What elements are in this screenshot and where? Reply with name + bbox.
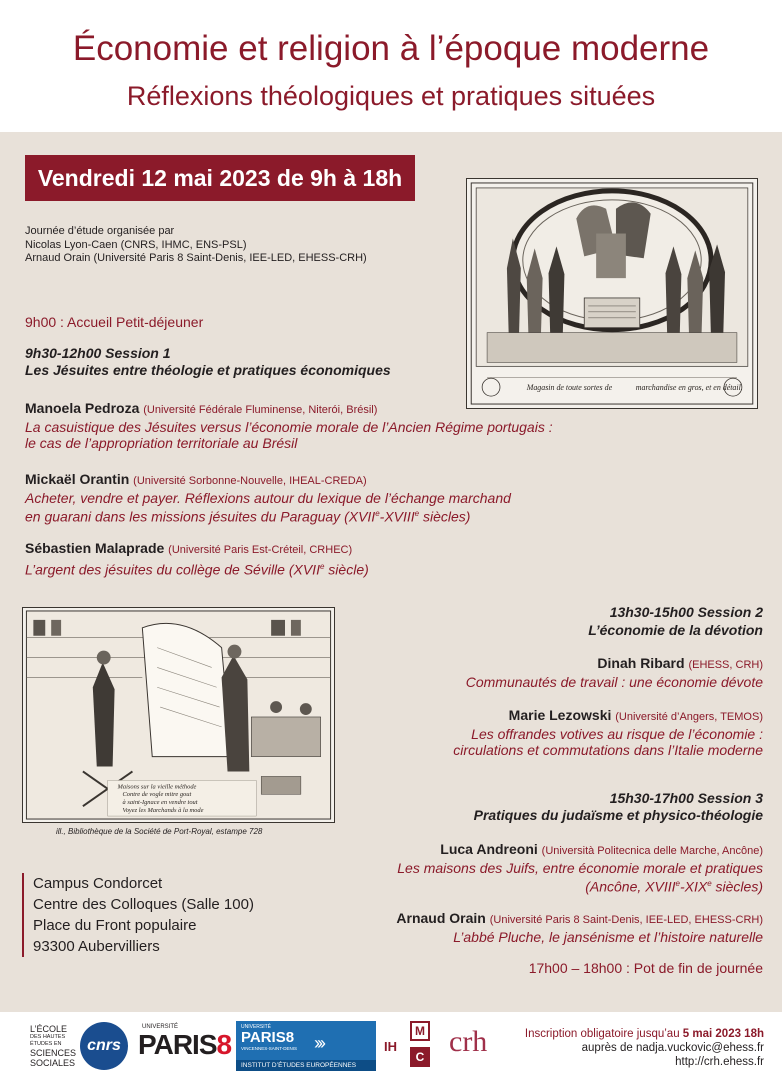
talk-title-part: siècles) [419,508,471,525]
ihmc-logo [384,1021,440,1071]
session3-title: Pratiques du judaïsme et physico-théologie [473,807,763,823]
paris8-small: UNIVERSITÉ [142,1024,179,1030]
iee-bottom-text: INSTITUT D’ÉTUDES EUROPÉENNES [236,1060,376,1071]
talk-title-line1: Acheter, vendre et payer. Réflexions autour du lexique de l’échange marchand [25,489,511,506]
superscript: e [707,879,712,888]
website-link[interactable]: http://crh.ehess.fr [675,1056,764,1068]
organizers-intro: Journée d’étude organisée par [25,225,175,237]
talk-title-part: siècle) [324,561,369,578]
talk-orain [396,910,763,945]
superscript: e [375,509,380,518]
talk-lezowski [453,707,763,759]
engraving-1-caption-left: Magasin de toute sortes de [526,383,613,393]
venue-address [22,873,254,957]
speaker-name: Marie Lezowski [508,707,612,723]
talk-title-line2 [25,506,511,525]
cnrs-text: cnrs [87,1037,121,1054]
talk-ribard [466,655,763,690]
engraving-2-inscription-line2: Contre de vogle mitre gout [122,791,192,799]
session1-time: 9h30-12h00 Session 1 [25,345,171,361]
engraving-2-artwork [23,608,334,822]
venue-line2: Centre des Colloques (Salle 100) [33,896,254,913]
talk-title-line1: Les maisons des Juifs, entre économie morale et pratiques [397,859,763,876]
ehess-line: L’ÉCOLE [30,1024,68,1034]
engraving-2-inscription-line4: Voyez les Marchands à la mode [122,807,204,815]
speaker-affiliation: (Université Sorbonne-Nouvelle, IHEAL-CREDA) [133,475,367,487]
talk-title-part: en guarani dans les missions jésuites du Paraguay (XVII [25,508,376,525]
talk-andreoni [397,841,763,895]
crh-logo: crh [449,1025,488,1058]
organizer-1: Nicolas Lyon-Caen (CNRS, IHMC, ENS-PSL) [25,238,247,251]
ehess-line: ÉTUDES EN [30,1041,62,1047]
talk-malaprade [25,540,369,578]
registration-info [525,1027,764,1069]
speaker-affiliation: (Université Paris Est-Créteil, CRHEC) [168,544,353,556]
talk-title-line2: le cas de l’appropriation territoriale au Brésil [25,435,298,451]
paris8-logo [138,1024,232,1060]
ehess-line: SOCIALES [30,1058,76,1068]
ehess-line: DES HAUTES [30,1034,66,1040]
talk-title-part: -XVIII [379,508,415,525]
engraving-illustration-top [466,178,758,409]
iee-number: 8 [285,1029,295,1046]
registration-email[interactable]: auprès de nadja.vuckovic@ehess.fr [581,1042,764,1054]
talk-pedroza [25,400,553,452]
session2-time: 13h30-15h00 Session 2 [609,604,763,620]
ehess-line: SCIENCES [30,1048,77,1058]
speaker-affiliation: (Université d’Angers, TEMOS) [615,711,763,723]
talk-title-line1: Les offrandes votives au risque de l’économie : [471,725,763,742]
speaker-name: Mickaël Orantin [25,471,130,487]
session1-title: Les Jésuites entre théologie et pratiques économiques [25,362,391,378]
speaker-affiliation: (Université Paris 8 Saint-Denis, IEE-LED, EHESS-CRH) [489,914,763,926]
registration-text: Inscription obligatoire jusqu’au [524,1028,683,1040]
paris8-number: 8 [216,1029,232,1060]
page-subtitle: Réflexions théologiques et pratiques situées [126,81,656,111]
illustration-caption: ill., Bibliothèque de la Société de Port-Royal, estampe 728 [56,827,263,836]
cnrs-logo [80,1022,128,1070]
talk-title-part: siècles) [711,878,763,895]
talk-title-part: -XIX [679,878,708,895]
chevrons-icon: ››› [314,1033,323,1053]
speaker-name: Arnaud Orain [396,910,486,926]
session2-title: L’économie de la dévotion [588,622,763,638]
iee-sub: VINCENNES-SAINT-DENIS [241,1046,298,1051]
speaker-affiliation: (Université Fédérale Fluminense, Niterói, Brésil) [143,404,378,416]
superscript: e [675,879,680,888]
ihmc-m: M [415,1024,425,1038]
paris8-word: PARIS [138,1029,217,1060]
session3-time: 15h30-17h00 Session 3 [609,790,763,806]
superscript: e [319,561,325,571]
talk-title-line1: La casuistique des Jésuites versus l’économie morale de l’Ancien Régime portugais : [25,418,553,435]
organizer-2: Arnaud Orain (Université Paris 8 Saint-Denis, IEE-LED, EHESS-CRH) [25,252,367,264]
closing-reception: 17h00 – 18h00 : Pot de fin de journée [528,960,763,976]
registration-deadline: 5 mai 2023 18h [682,1028,764,1040]
speaker-name: Sébastien Malaprade [25,540,165,556]
iee-logo [236,1021,376,1071]
speaker-name: Luca Andreoni [440,841,538,857]
date-banner: Vendredi 12 mai 2023 de 9h à 18h [25,155,415,201]
talk-title [25,559,369,578]
header [0,0,782,132]
organizers [25,225,367,266]
superscript: e [414,509,420,518]
ihmc-letters: IH [384,1039,397,1054]
speaker-name: Dinah Ribard [597,655,685,671]
page-title: Économie et religion à l’époque moderne [72,29,710,68]
ihmc-c: C [415,1050,425,1064]
talk-orantin [25,471,511,525]
venue-line1: Campus Condorcet [33,875,163,892]
talk-title-part: (Ancône, XVIII [585,878,676,895]
engraving-2-inscription-line3: à saint-Ignace en vendre tout [122,799,198,807]
iee-small: UNIVERSITÉ [241,1024,272,1030]
talk-title-line2 [397,876,763,895]
engraving-1-artwork [467,179,757,408]
welcome-time: 9h00 : Accueil Petit-déjeuner [25,314,204,330]
ehess-logo [30,1024,75,1068]
engraving-1-caption-right: marchandise en gros, et en détail. [635,383,743,393]
speaker-affiliation: (Università Politecnica delle Marche, Ancône) [541,845,763,857]
engraving-illustration-bottom [22,607,335,823]
speaker-affiliation: (EHESS, CRH) [688,659,763,671]
engraving-2-inscription-line1: Maisons sur la vieille méthode [117,783,197,791]
iee-paris: PARIS [241,1029,286,1046]
venue-line4: 93300 Aubervilliers [33,938,160,955]
talk-title: L’abbé Pluche, le jansénisme et l’histoire naturelle [453,928,763,945]
talk-title-part: L’argent des jésuites du collège de Séville (XVII [25,561,320,578]
talk-title-line2: circulations et commutations dans l’Italie moderne [453,742,763,758]
speaker-name: Manoela Pedroza [25,400,140,416]
venue-line3: Place du Front populaire [33,917,197,934]
talk-title: Communautés de travail : une économie dévote [465,673,763,690]
